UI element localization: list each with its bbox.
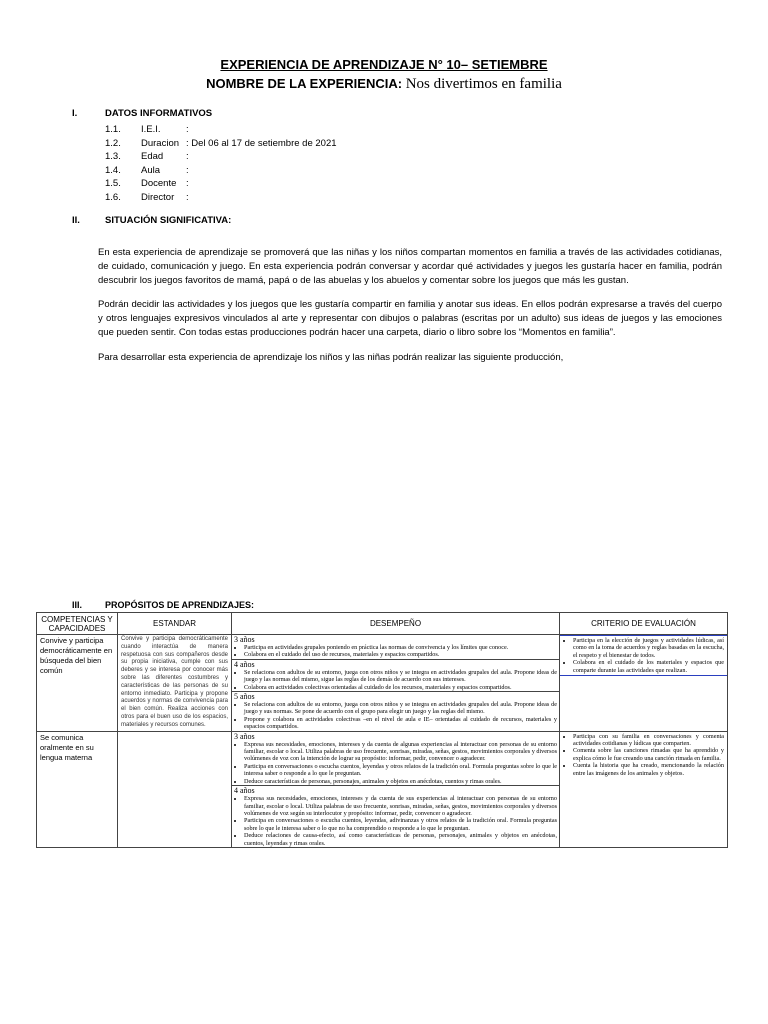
list-item: • Participa con su familia en conversaciones y comenta actividades cotidianas y lúdicas que comparten.	[573, 733, 724, 748]
criteria-cell	[560, 635, 728, 732]
purposes-table	[36, 612, 728, 848]
section-propositos-heading	[72, 600, 254, 610]
info-num: 1.1.	[105, 124, 121, 135]
info-key: Aula	[141, 164, 161, 176]
criteria-list	[563, 733, 724, 777]
info-row	[105, 150, 337, 164]
section-title: PROPÓSITOS DE APRENDIZAJES:	[105, 600, 255, 610]
info-row	[105, 123, 337, 137]
list-item: • Cuenta la historia que ha creado, mencionando la relación entre las imágenes de los animales y objetos.	[573, 762, 724, 777]
list-item: • Participa en la elección de juegos y actividades lúdicas, así como en la toma de acuerdos y reglas basadas en la escucha, el respeto y el bienestar de todos.	[573, 637, 724, 659]
info-value: :	[186, 164, 189, 176]
header-desempeno: DESEMPEÑO	[232, 613, 560, 635]
performance-list	[234, 741, 557, 785]
info-key: Edad	[141, 151, 164, 162]
standard-cell	[118, 731, 232, 847]
table-row	[37, 635, 728, 732]
section-title: DATOS INFORMATIVOS	[105, 108, 213, 119]
age-block	[232, 659, 559, 691]
info-num: 1.3.	[105, 151, 121, 162]
info-list	[105, 123, 337, 204]
age-block	[232, 691, 559, 731]
paragraph-1: En esta experiencia de aprendizaje se promoverá que las niñas y los niños compartan momentos en familia a través de las actividades cotidianas, de cuidado, comunicación y juego. En esta experiencia podrán conversar y acordar qué actividades y juegos les gustaría hacer en familia, podrán descubrir los juegos favoritos de mamá, papá o de las abuelas y los abuelos y comentar sobre los juegos que más les gustan.	[98, 247, 722, 286]
standard-cell: Convive y participa democráticamente cuando interactúa de manera respetuosa con sus compañeros desde su propia iniciativa, cumple con sus deberes y se interesa por conocer más sobre las diferentes costumbres y características de las personas de su entorno inmediato. Participa y propone acuerdos y normas de convivencia para el bien común. Realiza acciones con otros para el buen uso de los espacios, materiales y recursos comunes.	[118, 635, 232, 732]
info-row	[105, 164, 337, 178]
table-header-row	[37, 613, 728, 635]
performance-cell	[232, 731, 560, 847]
experience-name-label: NOMBRE DE LA EXPERIENCIA:	[206, 76, 406, 91]
section-situacion-heading	[72, 215, 231, 226]
list-item: • Participa en actividades grupales poniendo en práctica las normas de convivencia y los límites que conoce.	[244, 644, 557, 651]
section-number: I.	[72, 108, 78, 119]
list-item: • Colabora en el cuidado del uso de recursos, materiales y espacios compartidos.	[244, 651, 557, 658]
info-num: 1.4.	[105, 164, 121, 176]
age-label: 4 años	[234, 786, 255, 796]
list-item: • Expresa sus necesidades, emociones, intereses y da cuenta de algunas experiencias al interactuar con personas de su entorno familiar, escolar o local. Utiliza palabras de uso frecuente, sonrisas, miradas, señas, gestos, movimientos corporales y diversos volúmenes de voz con la intención de lograr su propósito: informar, pedir, convencer o agradecer.	[244, 741, 557, 763]
header-competencias: COMPETENCIAS Y CAPACIDADES	[37, 613, 118, 635]
age-label: 4 años	[234, 659, 255, 669]
list-item: • Colabora en el cuidado de los materiales y espacios que comparte durante las actividades que realizan.	[573, 659, 724, 674]
age-block	[232, 785, 559, 847]
info-row	[105, 137, 337, 151]
experience-name-value: Nos divertimos en familia	[405, 76, 562, 92]
info-num: 1.6.	[105, 191, 121, 203]
age-block	[232, 732, 559, 785]
age-label: 3 años	[234, 731, 255, 741]
performance-list	[234, 644, 557, 659]
info-value: :	[186, 151, 189, 162]
performance-list	[234, 669, 557, 691]
age-label: 5 años	[234, 692, 255, 702]
info-num: 1.2.	[105, 137, 121, 149]
list-item: • Se relaciona con adultos de su entorno, juega con otros niños y se integra en actividades grupales del aula. Propone ideas de juego y sus normas. Se pone de acuerdo con el grupo para elegir un juego y las reglas del mismo.	[244, 701, 557, 716]
list-item: • Participa en conversaciones o escucha cuentos, leyendas, adivinanzas y otros relatos de la tradición oral. Formula preguntas sobre lo que le interesa saber o lo que no ha comprendido o responde a lo que le preguntan.	[244, 817, 557, 832]
header-criterio: CRITERIO DE EVALUACIÓN	[560, 613, 728, 635]
section-title: SITUACIÓN SIGNIFICATIVA:	[105, 215, 232, 226]
age-block	[232, 635, 559, 659]
document-title: EXPERIENCIA DE APRENDIZAJE N° 10– SETIEMBRE	[220, 57, 548, 72]
competence-cell: Se comunica oralmente en su lengua materna	[37, 731, 118, 847]
age-label: 3 años	[234, 635, 255, 644]
list-item: • Propone y colabora en actividades colectivas –en el nivel de aula e IE– orientadas al cuidado de recursos, materiales y espacios compartidos.	[244, 716, 557, 731]
info-key: Duracion	[141, 137, 180, 149]
performance-cell	[232, 635, 560, 732]
info-value: :	[186, 124, 189, 135]
list-item: • Colabora en actividades colectivas orientadas al cuidado de los recursos, materiales y espacios compartidos.	[244, 684, 557, 691]
info-value: :	[186, 191, 189, 203]
section-number: II.	[72, 215, 80, 226]
criteria-cell	[560, 731, 728, 847]
list-item: • Se relaciona con adultos de su entorno, juega con otros niños y se integra en actividades grupales del aula. Propone ideas de juego y las normas del mismo, sigue las reglas de los demás de acuerdo con sus intereses.	[244, 669, 557, 684]
info-value: : Del 06 al 17 de setiembre de 2021	[186, 137, 337, 149]
section-datos-heading	[72, 108, 212, 119]
info-row	[105, 191, 337, 205]
criteria-list	[563, 637, 724, 674]
table-row	[37, 731, 728, 847]
info-num: 1.5.	[105, 178, 121, 189]
section-number: III.	[72, 600, 83, 610]
paragraph-3: Para desarrollar esta experiencia de aprendizaje los niños y las niñas podrán realizar las siguiente producción,	[98, 352, 564, 363]
paragraph-2: Podrán decidir las actividades y los juegos que les gustaría compartir en familia y anotar sus ideas. En ellos podrán expresarse a través del cuerpo y otros lenguajes expresivos vinculados al arte y representar con dibujos o palabras (escritas por un adulto) sus ideas de juegos y las emociones que pueden sentir. Con todas estas producciones podrán hacer una carpeta, diario o libro sobre los “Momentos en familia”.	[98, 299, 722, 338]
list-item: • Expresa sus necesidades, emociones, intereses y da cuenta de sus experiencias al interactuar con personas de su entorno familiar, escolar o local. Utiliza palabras de uso frecuente, sonrisas, miradas, señas, gestos, movimientos corporales y diversos volúmenes de voz según su interlocutor y propósito: informar, pedir, convencer o agradecer.	[244, 795, 557, 817]
performance-list	[234, 701, 557, 731]
info-key: Director	[141, 191, 175, 203]
info-row	[105, 177, 337, 191]
list-item: • Comenta sobre las canciones rimadas que ha aprendido y explica cómo le fue creando una canción rimada en familia.	[573, 747, 724, 762]
list-item: • Participa en conversaciones o escucha cuentos, leyendas y otros relatos de la tradición oral. Formula preguntas sobre lo que le interesa saber o responde a lo que le preguntan.	[244, 763, 557, 778]
info-value: :	[186, 178, 189, 189]
experience-name	[0, 76, 768, 93]
header-estandar: ESTANDAR	[118, 613, 232, 635]
list-item: • Deduce relaciones de causa-efecto, así como características de personas, personajes, animales y objetos en anécdotas, cuentos, leyendas y rimas orales.	[244, 832, 557, 847]
criteria-block	[560, 635, 727, 676]
info-key: Docente	[141, 178, 177, 189]
competence-cell: Convive y participa democráticamente en búsqueda del bien común	[37, 635, 118, 732]
performance-list	[234, 795, 557, 847]
list-item: • Deduce características de personas, personajes, animales y objetos en anécdotas, cuentos y rimas orales.	[244, 778, 557, 785]
info-key: I.E.I.	[141, 124, 161, 135]
